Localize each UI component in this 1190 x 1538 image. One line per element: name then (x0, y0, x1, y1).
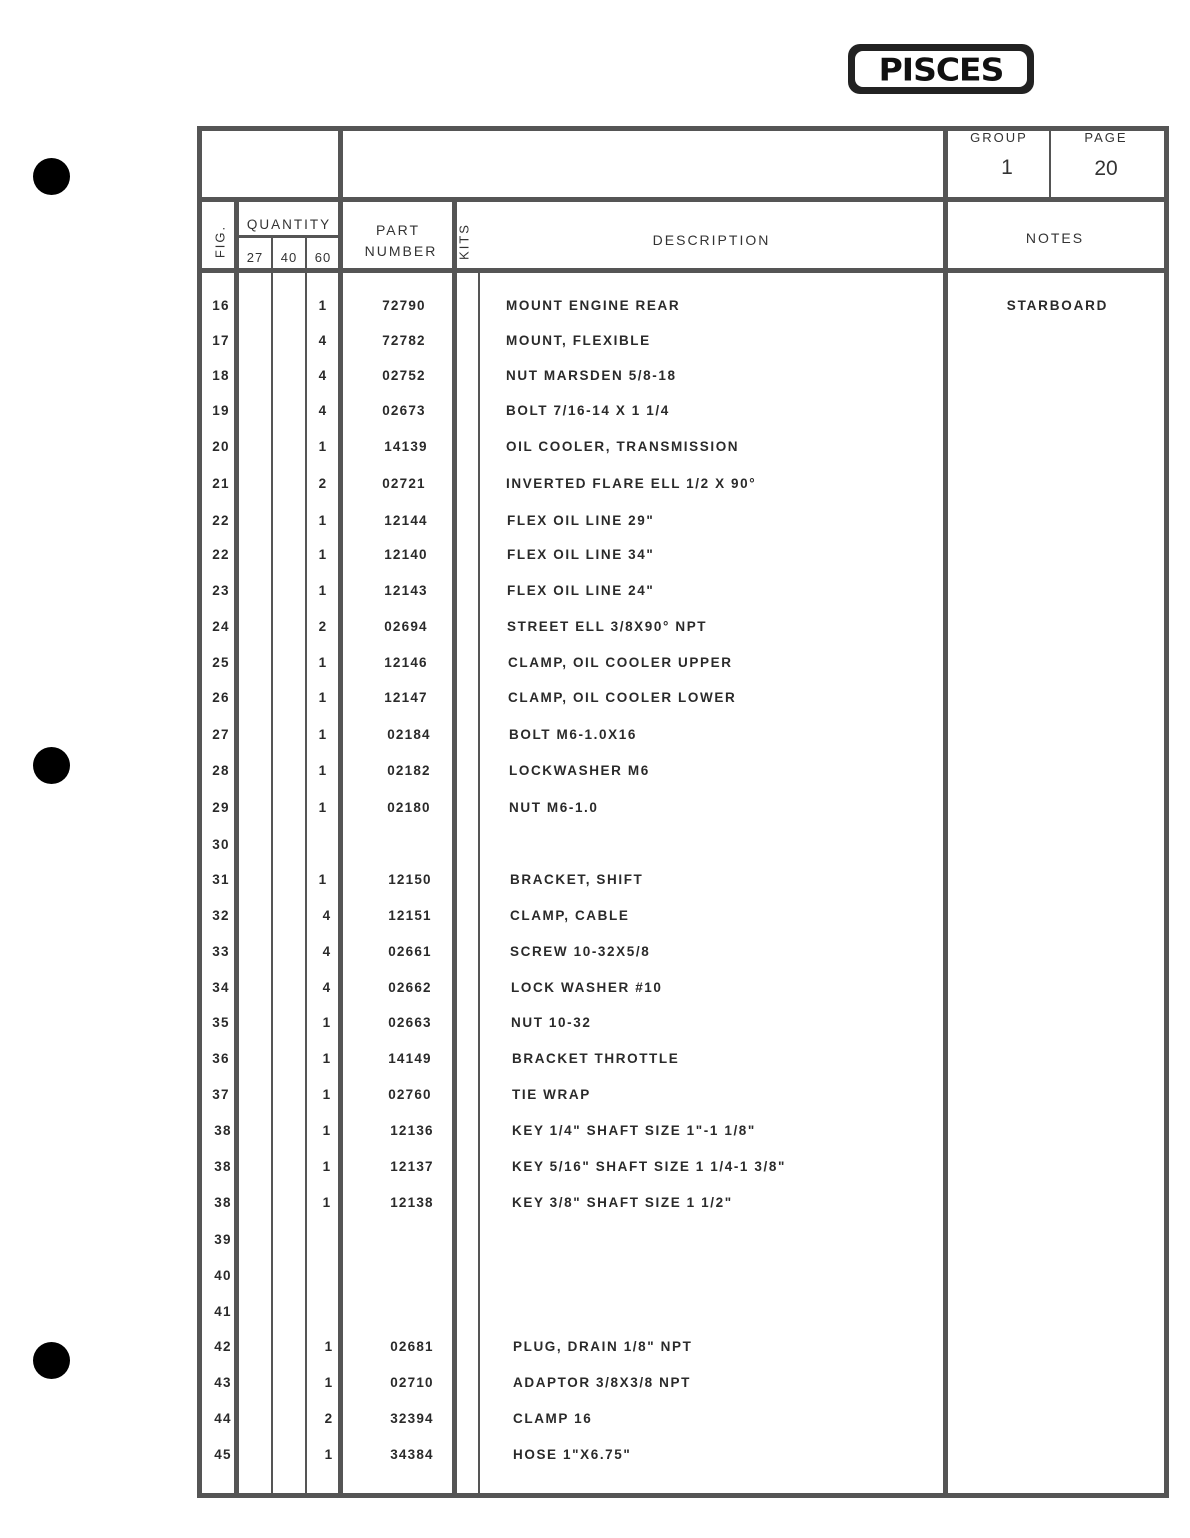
fig-number: 18 (212, 368, 230, 383)
fig-number: 27 (212, 727, 230, 742)
brand-logo-text: PISCES (878, 50, 1004, 88)
page-label: PAGE (1084, 130, 1128, 145)
quantity-60: 2 (318, 476, 328, 491)
quantity-60: 1 (322, 1195, 332, 1210)
table-row (0, 476, 1190, 496)
part-number: 02662 (388, 980, 432, 995)
quantity-60: 1 (318, 298, 328, 313)
quantity-60: 1 (318, 513, 328, 528)
fig-number: 36 (212, 1051, 230, 1066)
quantity-60: 1 (318, 727, 328, 742)
fig-number: 19 (212, 403, 230, 418)
description: MOUNT ENGINE REAR (506, 298, 681, 313)
description: FLEX OIL LINE 29" (507, 513, 655, 528)
table-row (0, 1268, 1190, 1288)
fig-number: 40 (214, 1268, 232, 1283)
part-number: 02760 (388, 1087, 432, 1102)
fig-number: 34 (212, 980, 230, 995)
part-number: 14139 (384, 439, 428, 454)
part-number: 02694 (384, 619, 428, 634)
description: SCREW 10-32X5/8 (510, 944, 651, 959)
part-number: 02184 (387, 727, 431, 742)
part-number: 02681 (390, 1339, 434, 1354)
table-row (0, 1015, 1190, 1035)
quantity-60: 1 (324, 1375, 334, 1390)
table-row (0, 727, 1190, 747)
part-number: 34384 (390, 1447, 434, 1462)
description: HOSE 1"X6.75" (513, 1447, 632, 1462)
description: CLAMP, CABLE (510, 908, 630, 923)
part-number: 12143 (384, 583, 428, 598)
table-row (0, 439, 1190, 459)
fig-number: 30 (212, 837, 230, 852)
fig-number: 24 (212, 619, 230, 634)
fig-number: 39 (214, 1232, 232, 1247)
quantity-60: 4 (322, 944, 332, 959)
fig-number: 31 (212, 872, 230, 887)
table-row (0, 1051, 1190, 1071)
description: CLAMP, OIL COOLER UPPER (508, 655, 733, 670)
description: NUT M6-1.0 (509, 800, 599, 815)
quantity-60: 1 (322, 1159, 332, 1174)
table-row (0, 298, 1190, 318)
fig-number: 35 (212, 1015, 230, 1030)
fig-number: 16 (212, 298, 230, 313)
fig-number: 33 (212, 944, 230, 959)
part-number: 32394 (390, 1411, 434, 1426)
fig-number: 23 (212, 583, 230, 598)
part-number: 72790 (382, 298, 426, 313)
brand-logo (848, 44, 1034, 94)
description: PLUG, DRAIN 1/8" NPT (513, 1339, 693, 1354)
table-row (0, 1447, 1190, 1467)
description: KEY 1/4" SHAFT SIZE 1"-1 1/8" (512, 1123, 756, 1138)
quantity-column-header: QUANTITY (246, 217, 332, 232)
qty-40-header: 40 (280, 250, 298, 265)
table-row (0, 655, 1190, 675)
description: FLEX OIL LINE 24" (507, 583, 655, 598)
table-row (0, 1304, 1190, 1324)
quantity-60: 4 (318, 368, 328, 383)
description: STREET ELL 3/8X90° NPT (507, 619, 708, 634)
quantity-60: 4 (318, 403, 328, 418)
quantity-60: 4 (322, 908, 332, 923)
binder-hole-top (33, 158, 70, 195)
description: OIL COOLER, TRANSMISSION (506, 439, 740, 454)
table-row (0, 800, 1190, 820)
fig-number: 38 (214, 1123, 232, 1138)
table-row (0, 547, 1190, 567)
fig-number: 32 (212, 908, 230, 923)
description: BOLT 7/16-14 X 1 1/4 (506, 403, 670, 418)
part-number: 02721 (382, 476, 426, 491)
part-number: 12146 (384, 655, 428, 670)
quantity-60: 1 (318, 439, 328, 454)
table-row (0, 1339, 1190, 1359)
quantity-60: 1 (324, 1447, 334, 1462)
quantity-60: 4 (322, 980, 332, 995)
fig-number: 25 (212, 655, 230, 670)
table-row (0, 837, 1190, 857)
fig-number: 22 (212, 547, 230, 562)
part-number: 12137 (390, 1159, 434, 1174)
page-value: 20 (1094, 157, 1118, 180)
description: NUT 10-32 (511, 1015, 592, 1030)
notes-column-header: NOTES (1025, 230, 1085, 246)
table-row (0, 403, 1190, 423)
table-row (0, 368, 1190, 388)
part-number: 02673 (382, 403, 426, 418)
description: BRACKET, SHIFT (510, 872, 644, 887)
fig-number: 29 (212, 800, 230, 815)
part-number: 02661 (388, 944, 432, 959)
fig-number: 20 (212, 439, 230, 454)
quantity-60: 1 (322, 1051, 332, 1066)
table-row (0, 1195, 1190, 1215)
quantity-60: 1 (324, 1339, 334, 1354)
fig-number: 17 (212, 333, 230, 348)
description: LOCKWASHER M6 (509, 763, 650, 778)
description: BOLT M6-1.0X16 (509, 727, 637, 742)
quantity-60: 4 (318, 333, 328, 348)
table-row (0, 944, 1190, 964)
fig-number: 42 (214, 1339, 232, 1354)
table-row (0, 908, 1190, 928)
description: FLEX OIL LINE 34" (507, 547, 655, 562)
description: CLAMP 16 (513, 1411, 593, 1426)
part-number-header-line2: NUMBER (364, 243, 438, 259)
fig-number: 38 (214, 1159, 232, 1174)
fig-number: 21 (212, 476, 230, 491)
kits-column-header: KITS (456, 223, 472, 260)
fig-number: 22 (212, 513, 230, 528)
quantity-60: 1 (318, 800, 328, 815)
table-row (0, 1159, 1190, 1179)
part-number: 02182 (387, 763, 431, 778)
part-number: 12138 (390, 1195, 434, 1210)
quantity-60: 1 (322, 1087, 332, 1102)
quantity-60: 1 (318, 872, 328, 887)
description: TIE WRAP (512, 1087, 591, 1102)
part-number: 72782 (382, 333, 426, 348)
quantity-60: 1 (318, 655, 328, 670)
quantity-60: 2 (318, 619, 328, 634)
fig-number: 41 (214, 1304, 232, 1319)
quantity-60: 1 (322, 1015, 332, 1030)
table-row (0, 619, 1190, 639)
fig-number: 26 (212, 690, 230, 705)
part-number: 12136 (390, 1123, 434, 1138)
qty-60-header: 60 (314, 250, 332, 265)
table-row (0, 763, 1190, 783)
quantity-60: 1 (322, 1123, 332, 1138)
part-number: 12140 (384, 547, 428, 562)
fig-number: 43 (214, 1375, 232, 1390)
brand-logo-inner (855, 51, 1027, 87)
quantity-60: 1 (318, 547, 328, 562)
part-number: 02180 (387, 800, 431, 815)
fig-number: 44 (214, 1411, 232, 1426)
part-number: 12151 (388, 908, 432, 923)
part-number: 02752 (382, 368, 426, 383)
description: MOUNT, FLEXIBLE (506, 333, 651, 348)
part-number: 12144 (384, 513, 428, 528)
part-number: 14149 (388, 1051, 432, 1066)
table-row (0, 1411, 1190, 1431)
quantity-60: 1 (318, 763, 328, 778)
table-row (0, 1123, 1190, 1143)
table-row (0, 583, 1190, 603)
table-row (0, 872, 1190, 892)
table-row (0, 513, 1190, 533)
part-number-header-line1: PART (375, 222, 421, 238)
description: NUT MARSDEN 5/8-18 (506, 368, 677, 383)
part-number: 02710 (390, 1375, 434, 1390)
description: CLAMP, OIL COOLER LOWER (508, 690, 737, 705)
fig-number: 37 (212, 1087, 230, 1102)
title-block-divider (338, 126, 343, 202)
table-row (0, 333, 1190, 353)
quantity-divider (236, 235, 340, 238)
quantity-60: 2 (324, 1411, 334, 1426)
fig-number: 28 (212, 763, 230, 778)
qty-27-header: 27 (246, 250, 264, 265)
note: STARBOARD (1006, 298, 1109, 313)
fig-number: 45 (214, 1447, 232, 1462)
description: BRACKET THROTTLE (512, 1051, 680, 1066)
description: INVERTED FLARE ELL 1/2 X 90° (506, 476, 757, 491)
table-row (0, 1232, 1190, 1252)
part-number: 12147 (384, 690, 428, 705)
part-number: 12150 (388, 872, 432, 887)
table-row (0, 690, 1190, 710)
description: LOCK WASHER #10 (511, 980, 663, 995)
fig-number: 38 (214, 1195, 232, 1210)
quantity-60: 1 (318, 690, 328, 705)
description: ADAPTOR 3/8X3/8 NPT (513, 1375, 691, 1390)
group-value: 1 (1001, 156, 1013, 179)
description: KEY 5/16" SHAFT SIZE 1 1/4-1 3/8" (512, 1159, 786, 1174)
part-number: 02663 (388, 1015, 432, 1030)
table-row (0, 1087, 1190, 1107)
fig-column-header: FIG. (212, 224, 228, 259)
table-row (0, 980, 1190, 1000)
description: KEY 3/8" SHAFT SIZE 1 1/2" (512, 1195, 733, 1210)
group-label: GROUP (970, 130, 1028, 145)
table-row (0, 1375, 1190, 1395)
quantity-60: 1 (318, 583, 328, 598)
description-column-header: DESCRIPTION (652, 232, 771, 248)
